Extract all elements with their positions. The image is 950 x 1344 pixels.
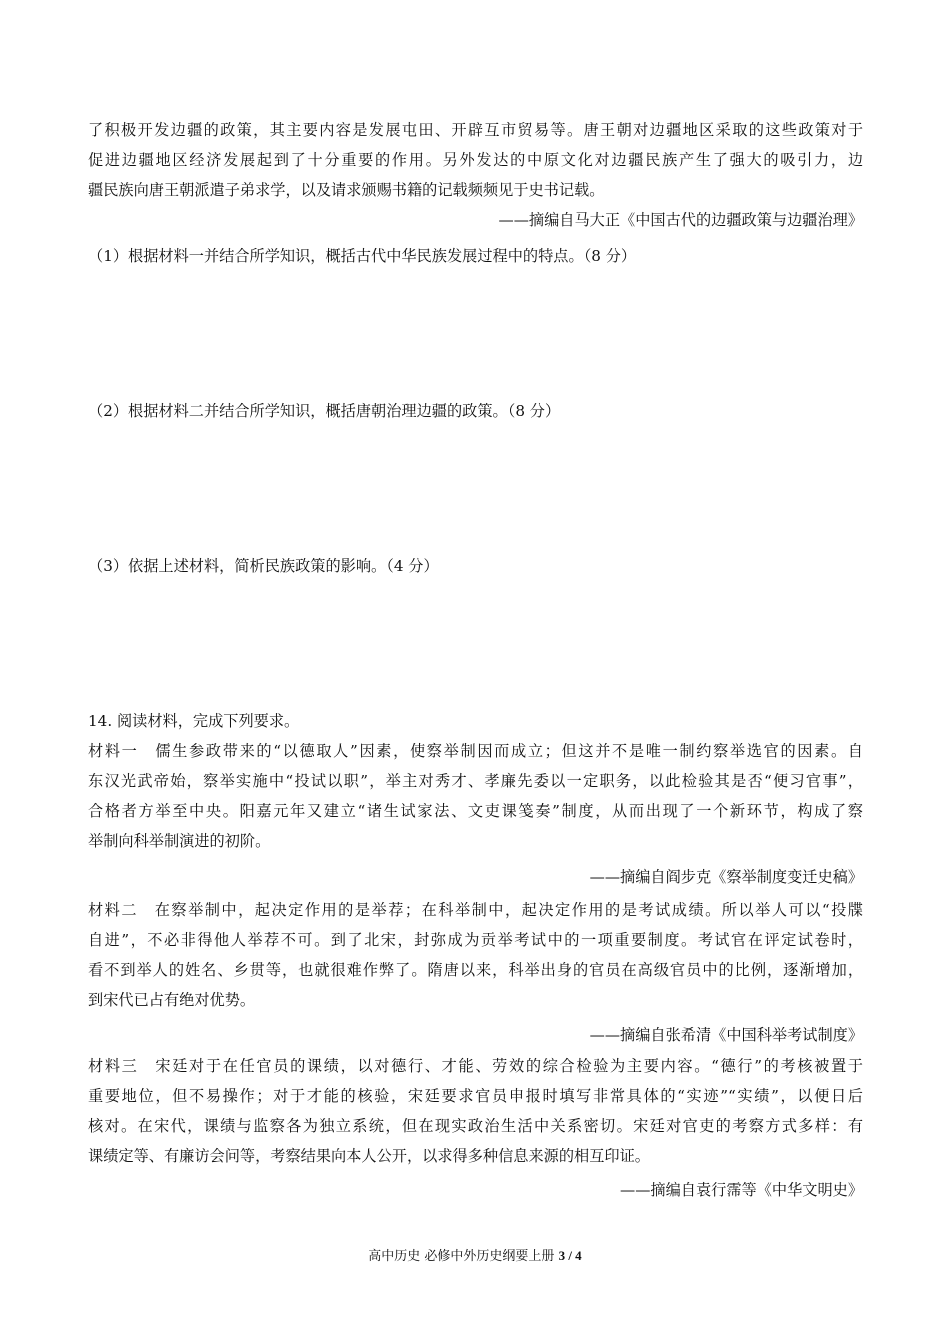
text-line: 自进”，不必非得他人举荐不可。到了北宋，封弥成为贡举考试中的一项重要制度。考试官在评定试卷时，: [88, 931, 863, 949]
material-3: [88, 1051, 863, 1171]
sub-question-1: （1）根据材料一并结合所学知识，概括古代中华民族发展过程中的特点。（8 分）: [88, 247, 637, 265]
text-line: 东汉光武帝始，察举实施中“投试以职”，举主对秀才、孝廉先委以一定职务，以此检验其是否“便习官事”，: [88, 772, 863, 790]
text-line: 看不到举人的姓名、乡贯等，也就很难作弊了。隋唐以来，科举出身的官员在高级官员中的比例，逐渐增加，: [88, 961, 863, 979]
text-line: 课绩定等、有廉访会问等，考察结果向本人公开，以求得多种信息来源的相互印证。: [88, 1147, 650, 1165]
footer-title: 高中历史 必修中外历史纲要上册: [368, 1249, 559, 1264]
question-14-title: 14. 阅读材料，完成下列要求。: [88, 712, 300, 730]
text-line: 材料三 宋廷对于在任官员的课绩，以对德行、才能、劳效的综合检验为主要内容。“德行”的考核被置于: [88, 1057, 863, 1075]
text-line: 核对。在宋代，课绩与监察各为独立系统，但在现实政治生活中关系密切。宋廷对官吏的考察方式多样：有: [88, 1117, 863, 1135]
source-citation: ——摘编自马大正《中国古代的边疆政策与边疆治理》: [498, 211, 863, 229]
text-line: 了积极开发边疆的政策，其主要内容是发展屯田、开辟互市贸易等。唐王朝对边疆地区采取的这些政策对于: [88, 121, 863, 139]
sub-question-2: （2）根据材料二并结合所学知识，概括唐朝治理边疆的政策。（8 分）: [88, 402, 561, 420]
source-citation: ——摘编自张希清《中国科举考试制度》: [589, 1026, 863, 1044]
text-line: 举制向科举制演进的初阶。: [88, 832, 271, 850]
text-line: 重要地位，但不易操作；对于才能的核验，宋廷要求官员申报时填写非常具体的“实迹”“实绩”，以便日后: [88, 1087, 863, 1105]
material-continuation: [88, 115, 863, 205]
material-2: [88, 895, 863, 1015]
text-line: 材料二 在察举制中，起决定作用的是举荐；在科举制中，起决定作用的是考试成绩。所以举人可以“投牒: [88, 901, 863, 919]
page-number: 3 / 4: [558, 1248, 582, 1263]
material-1: [88, 736, 863, 856]
text-line: 到宋代已占有绝对优势。: [88, 991, 256, 1009]
source-citation: ——摘编自阎步克《察举制度变迁史稿》: [589, 868, 863, 886]
text-line: 合格者方举至中央。阳嘉元年又建立“诸生试家法、文吏课笺奏”制度，从而出现了一个新环节，构成了察: [88, 802, 863, 820]
text-line: 疆民族向唐王朝派遣子弟求学，以及请求颁赐书籍的记载频频见于史书记载。: [88, 181, 605, 199]
sub-question-3: （3）依据上述材料，简析民族政策的影响。（4 分）: [88, 557, 439, 575]
text-line: 材料一 儒生参政带来的“以德取人”因素，使察举制因而成立；但这并不是唯一制约察举选官的因素。自: [88, 742, 863, 760]
text-line: 促进边疆地区经济发展起到了十分重要的作用。另外发达的中原文化对边疆民族产生了强大的吸引力，边: [88, 151, 863, 169]
page-footer: [0, 1246, 950, 1267]
source-citation: ——摘编自袁行霈等《中华文明史》: [620, 1181, 863, 1199]
